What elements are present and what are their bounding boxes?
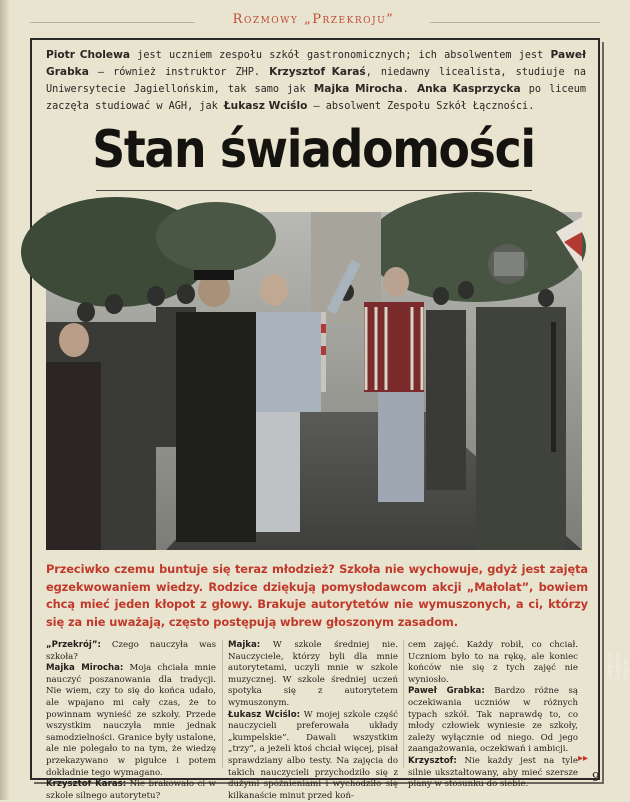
- participant-name: Krzysztof Karaś: [269, 66, 366, 78]
- speech-text: Moja chciała mnie nauczyć poszanowania dla tradycji. Nie wiem, czy to się do końca udało, ale wpajano mi cały czas, że to powinnam wynieść ze szkoły. Przede wszystkim nauczyła mnie jednak samodzielności. Granice były ustalone, ale nie polegało to na tym, że wiedzę przekazywano w pigułce i potem dokładnie tego wymagano.: [46, 663, 216, 778]
- headline-rule: [96, 190, 532, 191]
- speech-text: Bardzo różne są oczekiwania uczniów w różnych typach szkół. Tak naprawdę to, co młody człowiek wyniesie ze szkoły, zależy wyłącznie od niego. Od jego zaangażowania, oczekiwań i ambicji.: [408, 686, 578, 755]
- running-head: Rozmowy „Przekroju”: [232, 12, 395, 27]
- speech-text: W szkole średniej nie. Nauczyciele, którzy byli dla mnie autorytetami, uczyli mnie w szkole muzycznej. W szkole średniej uczeń spotyka się z autorytetem wymuszonym.: [228, 640, 398, 708]
- speech-text: W mojej szkole część nauczycieli preferowała układy „kumpelskie”. Dawali wszystkim „trzy”, a jeżeli ktoś chciał więcej, pisał sprawdziany albo testy. Na zajęcia do takich nauczycieli przychodziło się z dużymi spóźnieniami i wychodziło się kilkanaście minut przed koń-: [228, 709, 398, 801]
- crowd-photo-illustration: [46, 212, 582, 550]
- interview-column-3: [408, 640, 578, 791]
- intro-text: , niedawny licealista, studiuje na Uniwersytecie Jagiellońskim, tak samo jak: [46, 67, 586, 95]
- interview-column-1: [46, 640, 216, 802]
- interview-paragraph: [408, 756, 578, 791]
- intro-paragraph: [46, 47, 586, 115]
- participant-name: Paweł Grabka: [46, 49, 587, 78]
- interview-paragraph: [408, 640, 578, 686]
- interview-columns: [46, 640, 589, 801]
- intro-text: .: [402, 84, 417, 95]
- speaker-name: „Przekrój”:: [46, 640, 101, 650]
- speaker-name: Łukasz Wciślo:: [228, 709, 301, 720]
- intro-text: – absolwent Zespołu Szkół Łączności.: [307, 101, 535, 112]
- interview-paragraph: [228, 710, 398, 802]
- intro-text: jest uczniem zespołu szkół gastronomicznych; ich absolwentem jest: [130, 50, 551, 61]
- page-number: 9: [592, 770, 600, 784]
- participant-name: Piotr Cholewa: [46, 49, 131, 61]
- speech-text: Czego nauczyła was szkoła?: [46, 640, 216, 662]
- interview-paragraph: [46, 640, 216, 663]
- intro-text: – również instruktor ZHP.: [88, 67, 270, 78]
- participant-name: Majka Mirocha: [313, 83, 403, 95]
- speaker-name: Krzysztof:: [408, 755, 457, 766]
- speech-text: Nie każdy jest na tyle silnie ukształtowany, aby mieć szersze plany w stosunku do siebie.: [408, 755, 578, 790]
- intro-text: po liceum zaczęła studiować w AGH, jak: [46, 84, 586, 112]
- page-gutter-shadow: [0, 0, 10, 800]
- header-rule-right: [430, 22, 600, 23]
- column-divider: [222, 640, 223, 768]
- headline: Stan świadomości: [92, 120, 535, 180]
- lead-paragraph: Przeciwko czemu buntuje się teraz młodzież? Szkoła nie wychowuje, gdyż jest zajęta egzekwowaniem wiedzy. Rodzice dziękują pomysłodawcom akcji „Małolat”, bowiem chcą mieć jeden kłopot z głowy. Brakuje autorytetów nie wymuszonych, a ci, którzy się za nie uważają, często postępują wbrew głoszonym zasadom.: [46, 562, 588, 629]
- interview-paragraph: [46, 779, 216, 802]
- interview-paragraph: [228, 640, 398, 710]
- speaker-name: Paweł Grabka:: [408, 686, 485, 697]
- participant-name: Anka Kasprzycka: [416, 83, 521, 95]
- speaker-name: Majka:: [228, 640, 261, 650]
- speaker-name: Majka Mirocha:: [46, 663, 124, 674]
- photo-credit: Zdjęcie: Bogdan Krężel: [606, 652, 630, 680]
- continuation-arrow: ▸▸: [578, 753, 589, 764]
- column-divider: [403, 640, 404, 768]
- speech-text: cem zajęć. Każdy robił, co chciał. Uczniom było to na rękę, ale koniec końców nie się z tych zajęć nie wyniosło.: [408, 640, 578, 685]
- interview-paragraph: [46, 663, 216, 779]
- interview-column-2: [228, 640, 398, 802]
- interview-paragraph: [408, 686, 578, 756]
- speech-text: Nie brakowało ci w szkole silnego autorytetu?: [46, 779, 216, 801]
- speaker-name: Krzysztof Karaś:: [46, 779, 127, 790]
- participant-name: Łukasz Wciślo: [223, 100, 308, 112]
